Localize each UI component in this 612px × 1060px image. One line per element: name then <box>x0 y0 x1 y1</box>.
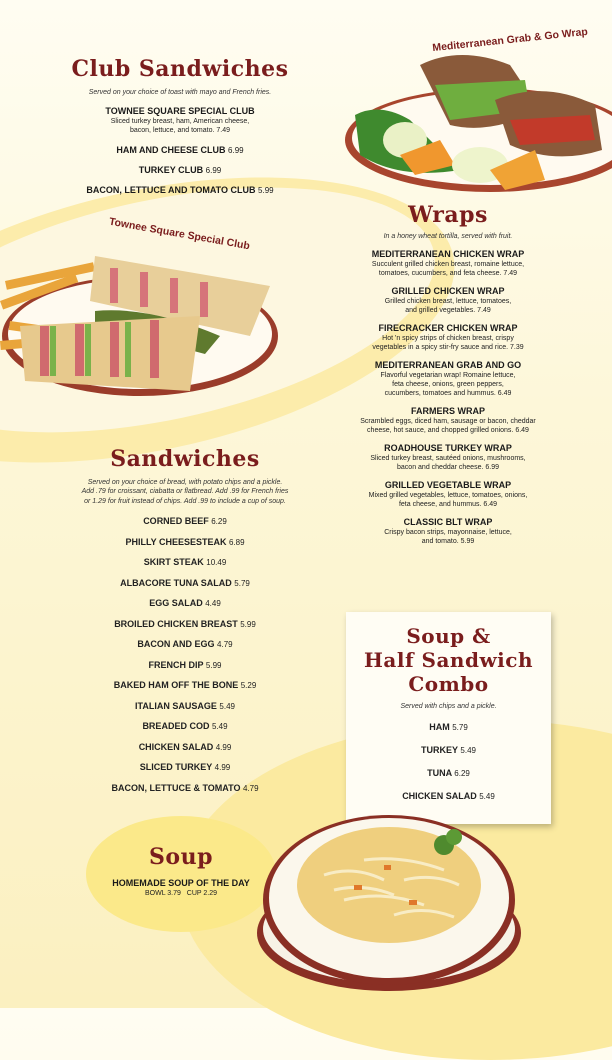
club-item-name: BACON, LETTUCE AND TOMATO CLUB <box>86 185 256 196</box>
wrap-item-desc: bacon and cheddar cheese. 6.99 <box>397 464 499 472</box>
sandwich-item-name: CORNED BEEF <box>143 516 209 527</box>
combo-item-price: 5.79 <box>452 723 468 733</box>
club-photo-label: Townee Square Special Club <box>108 215 251 253</box>
wrap-item-desc: Grilled chicken breast, lettuce, tomatoes, <box>384 298 512 306</box>
sandwich-item-price: 5.49 <box>219 701 235 711</box>
wraps-section <box>348 202 548 546</box>
sandwich-item-price: 6.29 <box>211 517 227 527</box>
sandwich-item <box>55 783 315 793</box>
wrap-plate-illustration <box>340 40 612 200</box>
wrap-item-desc: Succulent grilled chicken breast, romaine lettuce, <box>371 261 525 269</box>
sandwiches-title: Sandwiches <box>110 446 260 472</box>
club-item-name: TOWNEE SQUARE SPECIAL CLUB <box>105 106 255 117</box>
sandwiches-list <box>55 516 315 793</box>
club-item-price: 6.99 <box>228 146 244 156</box>
wrap-item-name: FARMERS WRAP <box>411 406 485 417</box>
combo-item-price: 6.29 <box>454 769 470 779</box>
wrap-item-desc: and tomato. 5.99 <box>421 538 475 546</box>
sandwich-item-price: 5.99 <box>205 660 222 670</box>
combo-item-name: CHICKEN SALAD <box>402 791 477 802</box>
combo-title-line: Half Sandwich <box>364 648 533 672</box>
sandwich-item-name: EGG SALAD <box>149 598 203 609</box>
sandwich-item-name: PHILLY CHEESESTEAK <box>125 536 227 547</box>
wrap-item-name: CLASSIC BLT WRAP <box>403 517 493 528</box>
sandwich-item <box>55 762 315 772</box>
sandwich-item-price: 4.79 <box>242 783 259 793</box>
club-photo <box>0 215 280 406</box>
sandwich-item <box>55 680 315 690</box>
club-item-price: 6.99 <box>205 166 222 176</box>
club-item-name: TURKEY CLUB <box>138 165 204 176</box>
combo-title-line: Combo <box>408 672 489 696</box>
wrap-item-desc: Flavorful vegetarian wrap! Romaine lettuce, <box>380 372 516 380</box>
wrap-item-name: GRILLED VEGETABLE WRAP <box>384 480 512 491</box>
club-item <box>60 185 300 196</box>
sandwiches-section <box>55 446 315 803</box>
wrap-photo-label: Mediterranean Grab & Go Wrap <box>431 25 589 55</box>
club-title: Club Sandwiches <box>71 56 289 82</box>
sandwiches-note: or 1.29 for fruit instead of chips. Add .99 to include a cup of soup. <box>84 497 286 505</box>
combo-item <box>346 768 551 778</box>
sandwich-item-name: BAKED HAM OFF THE BONE <box>113 680 239 691</box>
combo-note: Served with chips and a pickle. <box>400 703 497 710</box>
wrap-item-name: MEDITERRANEAN CHICKEN WRAP <box>371 249 525 260</box>
sandwich-item-price: 5.99 <box>240 619 256 629</box>
sandwich-item <box>55 578 315 588</box>
sandwich-item-name: BACON, LETTUCE & TOMATO <box>111 782 241 793</box>
sandwich-item <box>55 537 315 547</box>
wrap-item-desc: feta cheese, and hummus. 6.49 <box>398 501 498 509</box>
club-item-desc: Sliced turkey breast, ham, American cheese, <box>110 118 250 126</box>
sandwich-item <box>55 598 315 608</box>
sandwich-item <box>55 557 315 567</box>
wraps-title: Wraps <box>408 202 488 228</box>
soup-section <box>86 816 276 932</box>
combo-item-name: HAM <box>429 722 450 733</box>
sandwich-item-price: 6.89 <box>228 537 245 547</box>
sandwich-item-name: SLICED TURKEY <box>139 762 213 773</box>
soup-item-name: HOMEMADE SOUP OF THE DAY <box>112 878 250 888</box>
sandwich-item-price: 4.49 <box>205 599 221 609</box>
sandwich-item <box>55 516 315 526</box>
sandwich-item <box>55 639 315 649</box>
sandwiches-note: Add .79 for croissant, ciabatta or flatbread. Add .99 for French fries <box>81 488 289 496</box>
combo-item <box>346 791 551 801</box>
combo-item <box>346 722 551 732</box>
wrap-photo <box>340 25 612 200</box>
wrap-item-desc: Scrambled eggs, diced ham, sausage or bacon, cheddar <box>360 418 536 426</box>
wrap-item-desc: cucumbers, tomatoes and hummus. 6.49 <box>384 390 512 398</box>
sandwich-item <box>55 742 315 752</box>
soup-bowl-illustration <box>254 805 524 995</box>
sandwiches-note: Served on your choice of bread, with potato chips and a pickle. <box>87 479 283 486</box>
club-note: Served on your choice of toast with mayo and French fries. <box>88 89 272 96</box>
sandwich-item <box>55 721 315 731</box>
wrap-item-desc: Sliced turkey breast, sautéed onions, mushrooms, <box>370 455 526 463</box>
sandwich-item <box>55 619 315 629</box>
club-item-price: 5.99 <box>258 186 274 196</box>
wrap-item-desc: tomatoes, cucumbers, and feta cheese. 7.49 <box>378 270 518 278</box>
sandwich-item-name: SKIRT STEAK <box>143 557 204 568</box>
club-item <box>60 165 300 176</box>
wrap-item-desc: Mixed grilled vegetables, lettuce, tomatoes, onions, <box>368 492 528 500</box>
club-item-desc: bacon, lettuce, and tomato. 7.49 <box>129 127 230 135</box>
sandwich-item-price: 4.99 <box>214 763 231 773</box>
club-plate-illustration <box>0 226 280 406</box>
sandwich-item-price: 4.99 <box>215 742 232 752</box>
sandwich-item-name: FRENCH DIP <box>148 659 204 670</box>
combo-item-name: TURKEY <box>421 745 458 756</box>
wrap-item-name: MEDITERRANEAN GRAB AND GO <box>374 360 522 371</box>
wrap-item-name: GRILLED CHICKEN WRAP <box>391 286 505 297</box>
club-section <box>60 56 300 196</box>
sandwich-item <box>55 660 315 670</box>
soup-bowl-price: BOWL 3.79 <box>144 889 181 897</box>
wrap-item-name: FIRECRACKER CHICKEN WRAP <box>378 323 518 334</box>
wrap-item-desc: Hot 'n spicy strips of chicken breast, crispy <box>382 335 514 343</box>
club-item-name: HAM AND CHEESE CLUB <box>116 145 226 156</box>
sandwich-item-name: CHICKEN SALAD <box>138 741 214 752</box>
combo-item-name: TUNA <box>427 768 452 779</box>
wrap-item-desc: and grilled vegetables. 7.49 <box>405 307 491 315</box>
combo-item <box>346 745 551 755</box>
sandwich-item-name: ITALIAN SAUSAGE <box>135 700 217 711</box>
soup-title: Soup <box>149 844 213 870</box>
combo-item-price: 5.49 <box>460 746 476 756</box>
sandwich-item-name: BREADED COD <box>142 721 210 732</box>
combo-item-price: 5.49 <box>479 792 495 802</box>
wrap-item-desc: feta cheese, onions, green peppers, <box>392 381 504 389</box>
wrap-item-name: ROADHOUSE TURKEY WRAP <box>384 443 512 454</box>
wrap-item-desc: vegetables in a spicy stir-fry sauce and rice. 7.39 <box>372 344 524 352</box>
soup-photo <box>254 805 524 995</box>
wrap-item-desc: cheese, hot sauce, and chopped grilled onions. 6.49 <box>367 427 529 435</box>
wrap-item-desc: Crispy bacon strips, mayonnaise, lettuce, <box>384 529 512 537</box>
sandwich-item-price: 5.49 <box>211 722 228 732</box>
sandwich-item <box>55 701 315 711</box>
sandwich-item-price: 5.79 <box>234 578 250 588</box>
sandwich-item-price: 10.49 <box>206 558 227 568</box>
sandwich-item-name: BROILED CHICKEN BREAST <box>114 618 238 629</box>
wraps-note: In a honey wheat tortilla, served with fruit. <box>383 233 513 240</box>
sandwich-item-name: BACON AND EGG <box>137 639 215 650</box>
sandwich-item-price: 5.29 <box>240 681 257 691</box>
club-item <box>60 145 300 156</box>
combo-title-line: Soup & <box>406 624 491 648</box>
combo-box <box>346 612 551 824</box>
sandwich-item-name: ALBACORE TUNA SALAD <box>120 577 232 588</box>
soup-prices <box>86 889 276 898</box>
soup-cup-price: CUP 2.29 <box>186 889 217 897</box>
sandwich-item-price: 4.79 <box>217 640 233 650</box>
